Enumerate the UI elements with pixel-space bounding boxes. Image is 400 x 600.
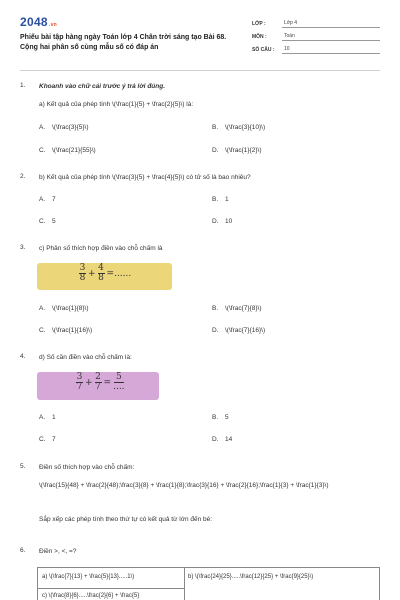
option-d[interactable]: D. 14	[212, 436, 233, 443]
header-divider	[20, 70, 380, 71]
page-title: Phiếu bài tập hàng ngày Toán lớp 4 Chân trời sáng tạo Bài 68. Cộng hai phân số cùng mẫu số có đáp án	[20, 34, 227, 51]
meta-row-count: SỐ CÂU : 10	[252, 41, 380, 54]
meta-info	[252, 15, 380, 54]
option-b[interactable]: B. 1	[212, 196, 229, 203]
option-b[interactable]: B. \(\frac{7}{8}\)	[212, 305, 262, 312]
fraction-expression: $\frac{3}{8}$ + $\frac{4}{8}$ =......	[79, 263, 132, 283]
table-cell[interactable]: a) \(\frac{7}{13} + \frac{5}{13}.....1\)	[42, 574, 135, 580]
option-d[interactable]: D. \(\frac{7}{16}\)	[212, 327, 266, 334]
table-divider	[38, 588, 184, 589]
site-logo[interactable]: 2048.vn	[20, 15, 58, 29]
option-c[interactable]: C. 7	[39, 436, 56, 443]
option-c[interactable]: C. 5	[39, 218, 56, 225]
option-a[interactable]: A. \(\frac{1}{8}\)	[39, 305, 89, 312]
option-c[interactable]: C. \(\frac{21}{55}\)	[39, 147, 96, 154]
comparison-table	[37, 567, 380, 600]
option-c[interactable]: C. \(\frac{1}{16}\)	[39, 327, 93, 334]
question-instruction: Khoanh vào chữ cái trước ý trả lời đúng.	[39, 83, 166, 90]
meta-row-subject: MÔN : Toán	[252, 28, 380, 41]
option-d[interactable]: D. \(\frac{1}{2}\)	[212, 147, 262, 154]
option-b[interactable]: B. 5	[212, 414, 229, 421]
meta-row-grade: LỚP : Lớp 4	[252, 15, 380, 28]
option-a[interactable]: A. 1	[39, 414, 56, 421]
option-a[interactable]: A. 7	[39, 196, 56, 203]
option-a[interactable]: A. \(\frac{3}{5}\)	[39, 124, 89, 131]
table-cell[interactable]: c) \(\frac{8}{6}.....\frac{2}{6} + \frac{5}	[42, 593, 140, 599]
option-d[interactable]: D. 10	[212, 218, 233, 225]
table-cell[interactable]: b) \(\frac{24}{25}.....\frac{12}{25} + \frac{9}{25}\)	[188, 574, 314, 580]
fraction-expression: $\frac{3}{7}$ + $\frac{2}{7}$ = $\frac{5}{....}$	[76, 372, 125, 392]
table-divider	[184, 568, 185, 600]
option-b[interactable]: B. \(\frac{3}{10}\)	[212, 124, 266, 131]
worksheet-header	[20, 13, 380, 63]
